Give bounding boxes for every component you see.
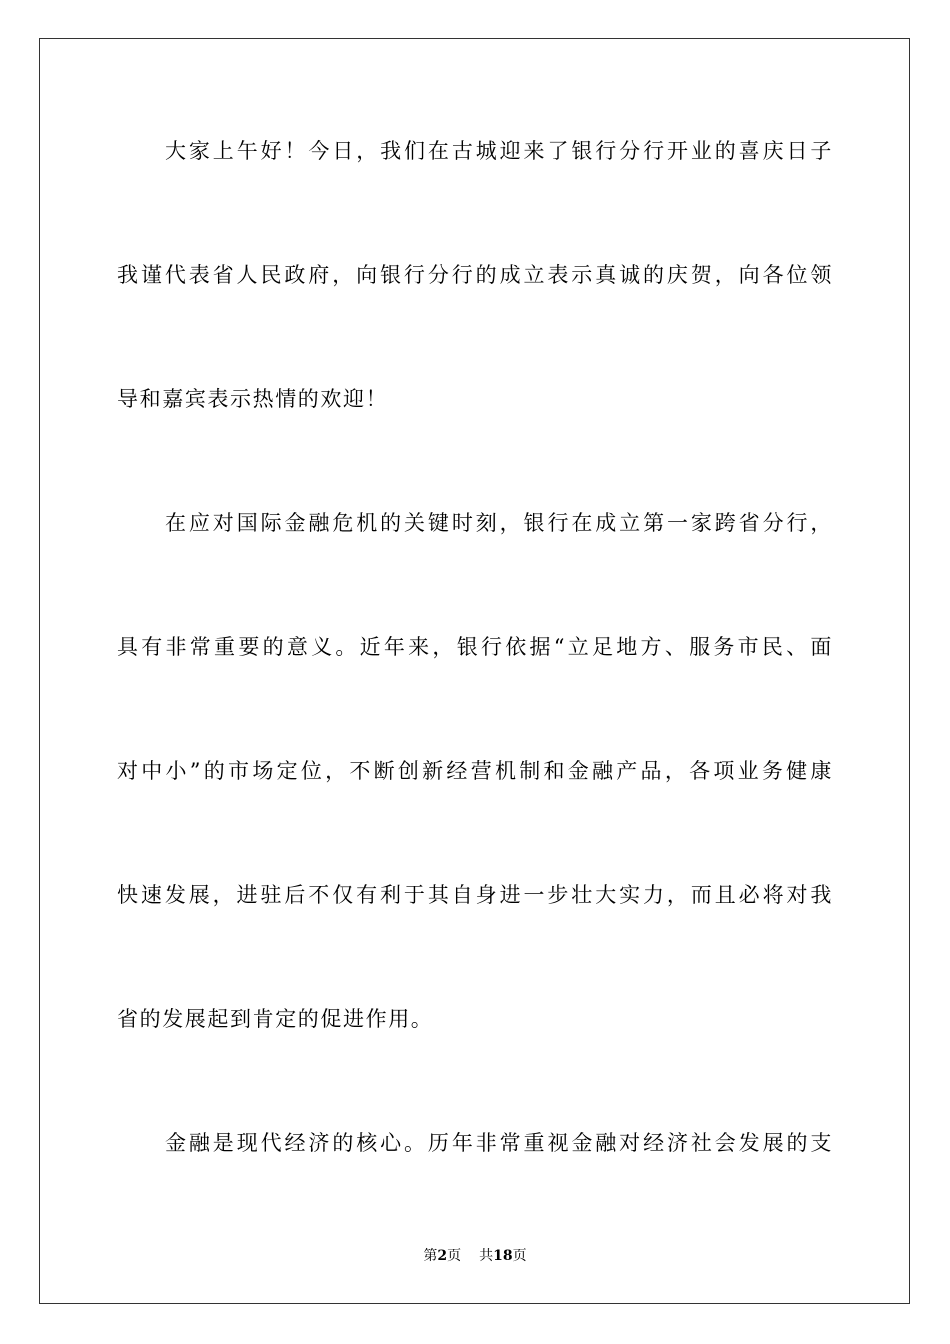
paragraph-2-line-1: 在应对国际金融危机的关键时刻，银行在成立第一家跨省分行， <box>165 511 833 535</box>
page-number: 2 <box>437 1248 448 1264</box>
total-suffix: 页 <box>512 1248 527 1264</box>
page-prefix: 第 <box>423 1248 438 1264</box>
paragraph-2-line-5: 省的发展起到肯定的促进作用。 <box>117 1007 434 1031</box>
total-prefix: 共 <box>479 1248 494 1264</box>
paragraph-1-line-2: 我谨代表省人民政府，向银行分行的成立表示真诚的庆贺，向各位领 <box>117 263 833 287</box>
page-footer <box>0 1247 950 1265</box>
paragraph-2-line-2: 具有非常重要的意义。近年来，银行依据“立足地方、服务市民、面 <box>117 635 833 659</box>
paragraph-2-line-3: 对中小”的市场定位，不断创新经营机制和金融产品，各项业务健康 <box>117 759 833 783</box>
page-frame <box>39 38 910 1304</box>
paragraph-3-line-1: 金融是现代经济的核心。历年非常重视金融对经济社会发展的支 <box>165 1131 833 1155</box>
paragraph-2-line-4: 快速发展，进驻后不仅有利于其自身进一步壮大实力，而且必将对我 <box>117 883 833 907</box>
page-suffix: 页 <box>447 1248 462 1264</box>
paragraph-1-line-1: 大家上午好！今日，我们在古城迎来了银行分行开业的喜庆日子 <box>165 139 833 163</box>
paragraph-1-line-3: 导和嘉宾表示热情的欢迎！ <box>117 387 389 411</box>
total-pages: 18 <box>493 1248 513 1264</box>
